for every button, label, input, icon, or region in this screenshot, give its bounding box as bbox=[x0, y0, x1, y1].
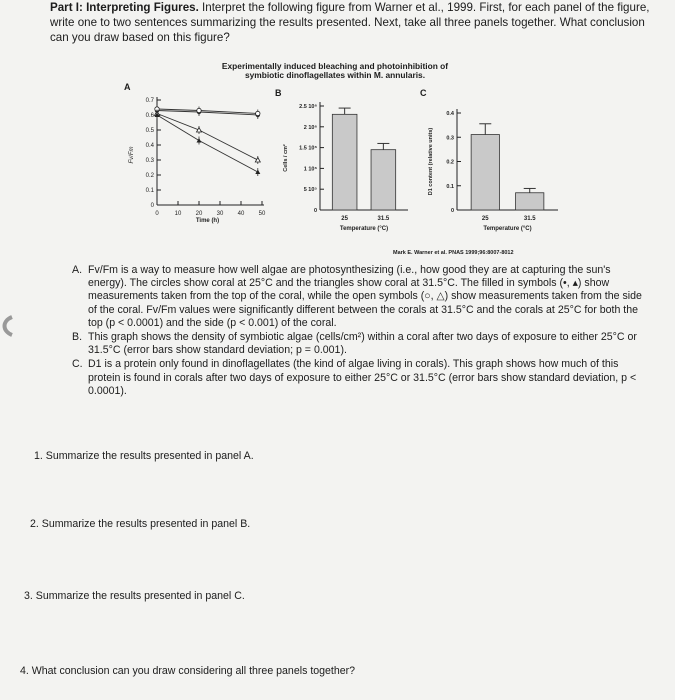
panel-a-x-tick-label: 50 bbox=[258, 211, 266, 217]
panel-b-y-tick-label: 5 10⁵ bbox=[303, 187, 317, 194]
panel-a-point-filled-triangle bbox=[255, 170, 260, 175]
panel-b-y-tick-label: 2 10⁶ bbox=[303, 124, 317, 131]
question-4: 4. What conclusion can you draw considering all three panels together? bbox=[20, 665, 356, 677]
panel-c-x-tick-label: 25 bbox=[481, 216, 489, 222]
panel-a-x-label: Time (h) bbox=[195, 218, 220, 224]
panel-c-y-label: D1 content (relative units) bbox=[428, 127, 434, 196]
panel-b-x-label: Temperature (°C) bbox=[339, 226, 389, 232]
description-a bbox=[72, 264, 652, 330]
panel-b-x-tick-label: 25 bbox=[341, 216, 348, 222]
panel-a-x-tick-label: 40 bbox=[237, 211, 245, 217]
panel-c-y-tick-label: 0 bbox=[450, 208, 454, 214]
panel-c-bar bbox=[516, 193, 544, 210]
question-1: 1. Summarize the results presented in panel A. bbox=[34, 450, 254, 462]
description-b bbox=[72, 331, 652, 357]
description-text: D1 is a protein only found in dinoflagellates (the kind of algae living in corals). This graph shows how much of this protein is found in corals after two days of exposure to either 25°C or 31.5°C (error bars show standard deviation, p < 0.0001). bbox=[88, 358, 637, 397]
question-2: 2. Summarize the results presented in panel B. bbox=[30, 518, 251, 530]
panel-c-y-tick-label: 0.2 bbox=[446, 159, 454, 166]
panel-c-y-tick-label: 0.3 bbox=[446, 135, 454, 142]
panel-b-y-label: Cells / cm² bbox=[283, 144, 289, 172]
panel-a-x-tick-label: 20 bbox=[195, 211, 203, 217]
instructions-text: Interpret the following figure from Warner et al., 1999. First, for each panel of the figure, write one to two sentences summarizing the results presented. Next, take all three panels together. What conclusion can you draw based on this figure? bbox=[50, 1, 650, 44]
panel-b-bar bbox=[332, 114, 357, 210]
panel-a-x-tick-label: 10 bbox=[174, 211, 182, 217]
description-label: A. bbox=[72, 264, 83, 276]
description-label: B. bbox=[72, 331, 83, 344]
panel-a-x-tick-label: 30 bbox=[216, 211, 224, 217]
panel-b-y-tick-label: 1.5 10⁶ bbox=[299, 145, 317, 152]
panel-a-y-tick-label: 0.5 bbox=[145, 128, 154, 134]
panel-a-chart bbox=[129, 97, 266, 224]
panel-a-y-tick-label: 0.3 bbox=[145, 158, 154, 164]
panel-a-y-tick-label: 0.7 bbox=[145, 98, 154, 104]
panel-c-y-tick-label: 0.1 bbox=[446, 183, 454, 190]
figure-title-line2: symbiotic dinoflagellates within M. annularis. bbox=[244, 70, 426, 80]
description-label: C. bbox=[72, 358, 83, 371]
description-c bbox=[72, 358, 652, 398]
panel-a-x-tick-label: 0 bbox=[155, 211, 159, 217]
panel-a-point-open-circle bbox=[256, 111, 260, 115]
panel-c-bar bbox=[471, 135, 499, 210]
panel-a-y-tick-label: 0.6 bbox=[145, 113, 154, 119]
panel-b-chart bbox=[282, 102, 408, 232]
figure-title-line1: Experimentally induced bleaching and photoinhibition of bbox=[221, 61, 449, 71]
panel-label-a: A bbox=[124, 82, 131, 92]
panel-b-y-tick-label: 0 bbox=[313, 208, 317, 214]
panel-b-y-tick-label: 2.5 10⁶ bbox=[299, 104, 317, 110]
figure-charts bbox=[0, 0, 675, 265]
panel-a-series-line bbox=[157, 114, 258, 161]
question-3: 3. Summarize the results presented in panel C. bbox=[24, 590, 245, 602]
panel-a-point-open-triangle bbox=[255, 158, 260, 163]
description-text: This graph shows the density of symbiotic algae (cells/cm²) within a coral after two days of exposure to either 25°C or 31.5°C (error bars show standard deviation; p = 0.001). bbox=[88, 331, 637, 357]
panel-c-chart bbox=[428, 109, 558, 232]
panel-a-series-line bbox=[157, 115, 258, 172]
panel-label-b: B bbox=[275, 88, 282, 98]
panel-b-y-tick-label: 1 10⁶ bbox=[303, 166, 317, 173]
figure-credit: Mark E. Warner et al. PNAS 1999;96:8007-8012 bbox=[393, 250, 514, 256]
panel-b-bar bbox=[371, 150, 396, 210]
panel-a-point-filled-triangle bbox=[197, 138, 202, 143]
panel-a-y-tick-label: 0.1 bbox=[145, 188, 154, 194]
panel-a-point-open-circle bbox=[197, 108, 201, 112]
panel-a-y-tick-label: 0 bbox=[150, 203, 154, 209]
panel-c-y-tick-label: 0.4 bbox=[446, 111, 454, 117]
panel-label-c: C bbox=[420, 88, 427, 98]
panel-c-x-label: Temperature (°C) bbox=[483, 226, 532, 232]
panel-a-y-label: Fv/Fm bbox=[129, 146, 135, 164]
panel-a-y-tick-label: 0.2 bbox=[145, 173, 154, 179]
panel-c-x-tick-label: 31.5 bbox=[523, 216, 536, 222]
panel-descriptions bbox=[72, 264, 652, 399]
part-label: Part I: Interpreting Figures. bbox=[50, 1, 199, 14]
description-text: Fv/Fm is a way to measure how well algae are photosynthesizing (i.e., how good they are at capturing the sun's energy). The circles show coral at 25°C and the triangles show coral at 31.5°C. The filled in symbols (•, ▴) show measurements taken from the top of the coral, while the open symbols (○, △) show measurements taken from the side of the coral. Fv/Fm values were significantly different between the corals at 31.5°C and the corals at 25°C for both the top (p < 0.0001) and the side (p < 0.001) of the coral. bbox=[88, 264, 642, 329]
panel-a-y-tick-label: 0.4 bbox=[145, 143, 154, 149]
binder-hole bbox=[0, 315, 14, 337]
panel-b-x-tick-label: 31.5 bbox=[377, 216, 390, 222]
